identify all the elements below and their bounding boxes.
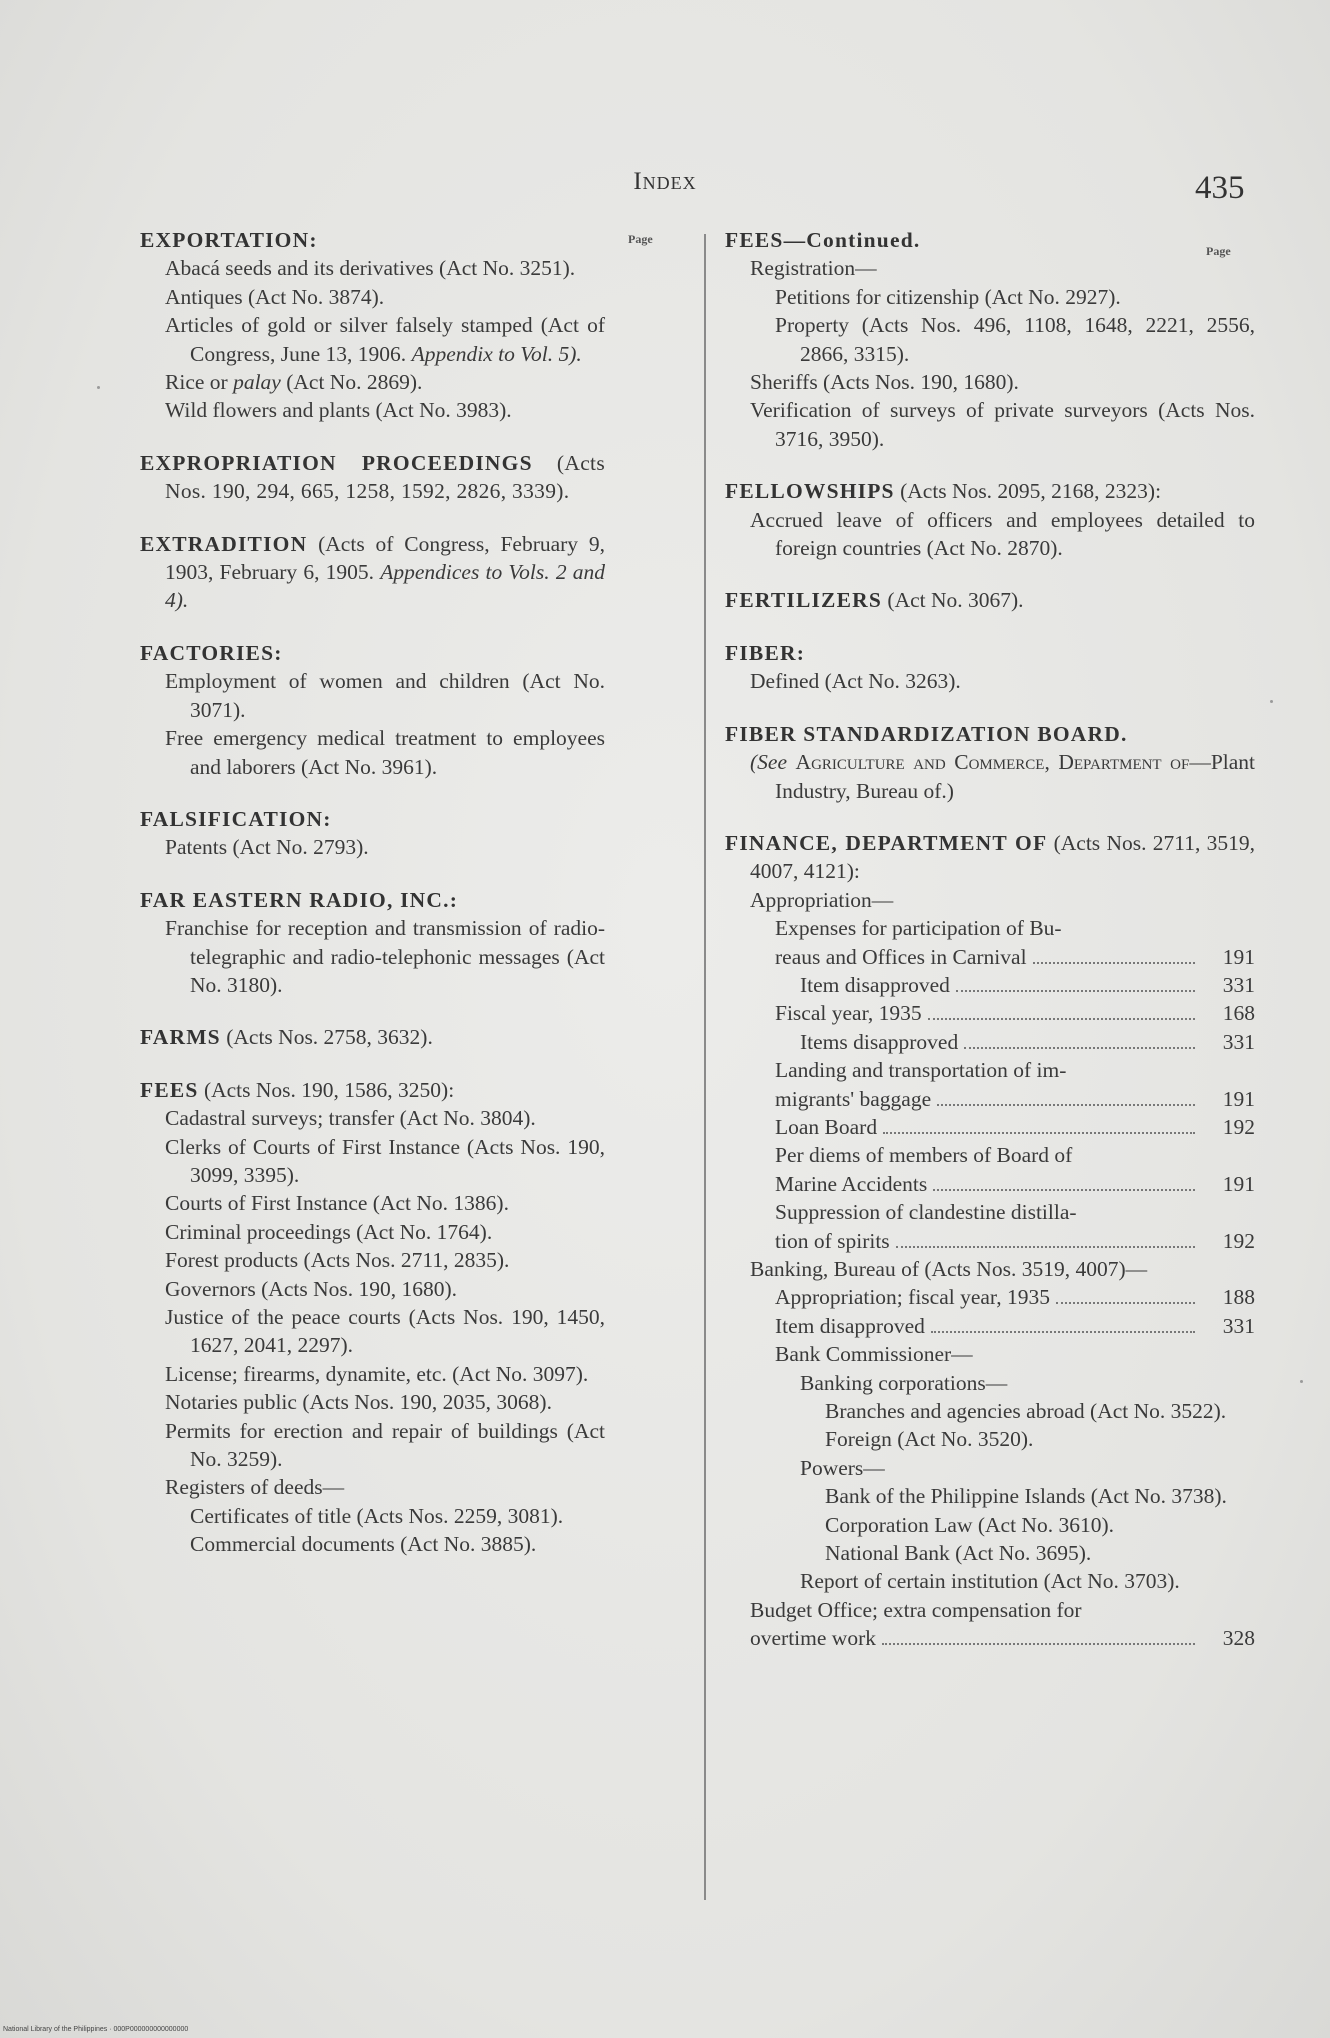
entry-sub: Defined (Act No. 3263). xyxy=(750,669,961,694)
page-ref: 168 xyxy=(1222,1001,1255,1026)
entry-sub: Franchise for reception and transmission of radio-telegraphic and radio-telephonic messages (Act No. 3180). xyxy=(165,916,605,997)
entry-sub: Registration— xyxy=(750,256,877,281)
entry-subsub: Per diems of members of Board of xyxy=(775,1143,1073,1168)
index-entry-fiber-standardization-board xyxy=(725,720,1255,805)
entry-refs: (Acts Nos. 2758, 3632). xyxy=(226,1025,433,1050)
index-entry-fiber xyxy=(725,639,1255,696)
entry-subsub: Expenses for participation of Bu- xyxy=(775,916,1062,941)
entry-heading: FIBER: xyxy=(725,640,806,665)
page-ref: 191 xyxy=(1222,1086,1255,1111)
entry-sub: Notaries public (Acts Nos. 190, 2035, 3068). xyxy=(165,1390,552,1415)
entry-sub: Appropriation— xyxy=(750,887,894,912)
entry-sub: Justice of the peace courts (Acts Nos. 190, 1450, 1627, 2041, 2297). xyxy=(165,1305,605,1358)
page-ref: 192 xyxy=(1222,1228,1255,1253)
page-ref: 331 xyxy=(1222,1029,1255,1054)
index-column-right xyxy=(725,226,1255,1677)
leader-line: Fiscal year, 1935 168 xyxy=(750,999,1255,1027)
index-entry-far-eastern-radio xyxy=(140,886,605,1000)
entry-sub: Antiques (Act No. 3874). xyxy=(165,284,385,309)
entry-subsub: Banking corporations— xyxy=(800,1370,1008,1395)
leader-line: Item disapproved 331 xyxy=(750,1312,1255,1340)
entry-sub: Sheriffs (Acts Nos. 190, 1680). xyxy=(750,370,1019,395)
entry-sub: Abacá seeds and its derivatives (Act No. 3251). xyxy=(165,256,576,281)
entry-subsub: Report of certain institution (Act No. 3703). xyxy=(800,1569,1180,1594)
entry-subsub: National Bank (Act No. 3695). xyxy=(825,1541,1092,1566)
page-ref: 331 xyxy=(1222,1313,1255,1338)
index-entry-farms xyxy=(140,1023,605,1051)
entry-sub: Registers of deeds— xyxy=(165,1475,345,1500)
paper-speck xyxy=(1300,1380,1303,1383)
index-entry-fees-continued xyxy=(725,226,1255,453)
index-entry-fees xyxy=(140,1076,605,1559)
entry-subsub: Petitions for citizenship (Act No. 2927). xyxy=(775,284,1121,309)
entry-subsub: Foreign (Act No. 3520). xyxy=(825,1427,1034,1452)
entry-sub: Articles of gold or silver falsely stamped (Act of Congress, June 13, 1906. Appendix to Vol. 5). xyxy=(165,313,605,366)
page-title: Index xyxy=(633,168,697,195)
leader-line: Appropriation; fiscal year, 1935 188 xyxy=(750,1283,1255,1311)
entry-sub: Wild flowers and plants (Act No. 3983). xyxy=(165,398,512,423)
leader-line: Items disapproved 331 xyxy=(775,1028,1255,1056)
entry-sub: Patents (Act No. 2793). xyxy=(165,835,369,860)
entry-heading: FARMS xyxy=(140,1025,221,1050)
entry-subsub: Bank Commissioner— xyxy=(775,1342,973,1367)
column-divider xyxy=(704,234,706,1900)
entry-sub: Verification of surveys of private surveyors (Acts Nos. 3716, 3950). xyxy=(750,398,1255,451)
page-ref: 192 xyxy=(1222,1114,1255,1139)
index-entry-exportation xyxy=(140,226,605,425)
entry-heading: EXPORTATION: xyxy=(140,228,318,252)
entry-sub: Permits for erection and repair of buildings (Act No. 3259). xyxy=(165,1418,605,1472)
entry-sub: Budget Office; extra compensation for xyxy=(750,1597,1082,1622)
page-ref: 191 xyxy=(1222,1171,1255,1196)
leader-line: Marine Accidents 191 xyxy=(750,1170,1255,1198)
index-entry-factories xyxy=(140,639,605,781)
leader-line: Loan Board 192 xyxy=(750,1113,1255,1141)
entry-heading: FINANCE, DEPARTMENT OF xyxy=(725,830,1048,855)
index-entry-falsification xyxy=(140,805,605,862)
entry-sub: Criminal proceedings (Act No. 1764). xyxy=(165,1219,493,1244)
cross-reference: (See Agriculture and Commerce, Department of—Plant Industry, Bureau of.) xyxy=(750,750,1256,803)
entry-heading: FALSIFICATION: xyxy=(140,806,332,831)
entry-heading: FERTILIZERS xyxy=(725,588,883,613)
entry-sub: Governors (Acts Nos. 190, 1680). xyxy=(165,1276,458,1301)
index-entry-extradition xyxy=(140,530,605,615)
leader-line: tion of spirits 192 xyxy=(750,1227,1255,1255)
entry-sub: Clerks of Courts of First Instance (Acts Nos. 190, 3099, 3395). xyxy=(165,1134,605,1187)
page-ref: 331 xyxy=(1222,972,1255,997)
leader-line: Item disapproved 331 xyxy=(775,971,1255,999)
entry-refs: (Acts of Congress, February 9, 1903, February 6, 1905. xyxy=(165,531,605,585)
leader-line: reaus and Offices in Carnival 191 xyxy=(750,943,1255,971)
leader-line: overtime work 328 xyxy=(725,1624,1255,1652)
entry-subsub: Certificates of title (Acts Nos. 2259, 3081). xyxy=(190,1503,564,1528)
entry-refs: (Acts Nos. 190, 294, 665, 1258, 1592, 2826, 3339). xyxy=(165,450,605,504)
entry-subsub: Suppression of clandestine distilla- xyxy=(775,1200,1077,1225)
leader-line: migrants' baggage 191 xyxy=(750,1085,1255,1113)
entry-subsub: Commercial documents (Act No. 3885). xyxy=(190,1532,537,1557)
page-ref: 328 xyxy=(1222,1626,1255,1651)
page-number: 435 xyxy=(1195,170,1245,206)
index-entry-fellowships xyxy=(725,477,1255,562)
entry-subsub: Property (Acts Nos. 496, 1108, 1648, 2221, 2556, 2866, 3315). xyxy=(775,313,1255,366)
appendix-note: Appendix to Vol. 5). xyxy=(411,341,582,366)
entry-sub: License; firearms, dynamite, etc. (Act No. 3097). xyxy=(165,1361,589,1386)
entry-subsub: Bank of the Philippine Islands (Act No. 3738). xyxy=(825,1484,1227,1509)
entry-heading: FELLOWSHIPS xyxy=(725,479,895,504)
entry-heading: EXPROPRIATION PROCEEDINGS xyxy=(140,450,533,475)
entry-sub: Courts of First Instance (Act No. 1386). xyxy=(165,1191,509,1216)
entry-heading: FAR EASTERN RADIO, INC.: xyxy=(140,887,459,912)
paper-speck xyxy=(97,386,100,389)
entry-heading: FEES—Continued. xyxy=(725,228,921,252)
entry-subsub: Powers— xyxy=(800,1455,885,1480)
entry-sub: Employment of women and children (Act No. 3071). xyxy=(165,669,605,722)
entry-sub: Banking, Bureau of (Acts Nos. 3519, 4007)— xyxy=(750,1257,1148,1281)
index-column-left xyxy=(140,226,605,1583)
scan-footer: National Library of the Philippines · 000P000000000000000 xyxy=(3,2026,189,2033)
entry-refs: (Act No. 3067). xyxy=(887,588,1024,613)
column-page-label-left: Page xyxy=(628,232,653,246)
entry-refs: (Acts Nos. 190, 1586, 3250): xyxy=(203,1077,455,1102)
entry-sub: Accrued leave of officers and employees detailed to foreign countries (Act No. 2870). xyxy=(750,507,1255,561)
entry-sub: Forest products (Acts Nos. 2711, 2835). xyxy=(165,1248,510,1273)
entry-sub: Free emergency medical treatment to employees and laborers (Act No. 3961). xyxy=(165,726,605,779)
entry-heading: FIBER STANDARDIZATION BOARD. xyxy=(725,721,1128,746)
entry-subsub: Corporation Law (Act No. 3610). xyxy=(825,1512,1114,1537)
entry-sub: Cadastral surveys; transfer (Act No. 3804). xyxy=(165,1106,536,1131)
index-entry-fertilizers xyxy=(725,586,1255,614)
index-entry-finance-department xyxy=(725,829,1255,1653)
entry-heading: EXTRADITION xyxy=(140,531,308,556)
entry-heading: FEES xyxy=(140,1077,199,1102)
page-ref: 191 xyxy=(1222,944,1255,969)
entry-refs: (Acts Nos. 2095, 2168, 2323): xyxy=(900,479,1162,504)
column-page-label-right: Page xyxy=(1206,244,1231,258)
entry-subsub: Landing and transportation of im- xyxy=(775,1058,1067,1083)
entry-sub: Rice or palay (Act No. 2869). xyxy=(165,370,423,395)
entry-refs: (Acts Nos. 2711, 3519, 4007, 4121): xyxy=(750,830,1256,884)
appendix-note: Appendices to Vols. 2 and 4). xyxy=(165,560,606,613)
entry-subsub: Branches and agencies abroad (Act No. 3522). xyxy=(825,1399,1227,1424)
entry-heading: FACTORIES: xyxy=(140,640,283,665)
paper-speck xyxy=(1270,700,1273,703)
page-ref: 188 xyxy=(1222,1285,1255,1310)
index-entry-expropriation xyxy=(140,449,605,506)
